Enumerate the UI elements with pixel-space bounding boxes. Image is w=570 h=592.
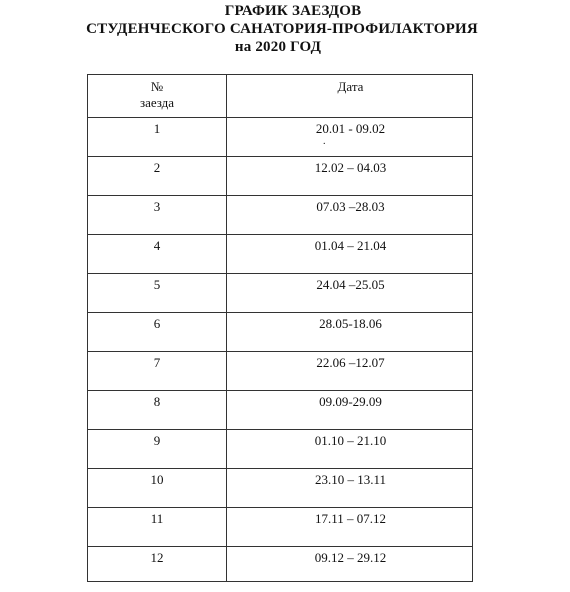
row-number: 11 (150, 511, 164, 526)
header-date: Дата (337, 79, 364, 94)
table-row (88, 429, 472, 468)
row-number: 8 (153, 394, 161, 409)
table-row (88, 351, 472, 390)
row-date: 12.02 – 04.03 (314, 160, 387, 175)
table-row (88, 234, 472, 273)
document-subtitle: СТУДЕНЧЕСКОГО САНАТОРИЯ-ПРОФИЛАКТОРИЯ (86, 21, 478, 37)
table-row (88, 156, 472, 195)
row-date: 09.09-29.09 (319, 394, 382, 409)
table-header-row (88, 75, 472, 117)
table-row (88, 546, 472, 581)
row-date: 23.10 – 13.11 (314, 472, 387, 487)
header-number (88, 79, 226, 111)
row-date: 20.01 - 09.02 (315, 121, 386, 136)
stray-dot-mark: . (323, 136, 326, 147)
table-row (88, 390, 472, 429)
table-row (88, 507, 472, 546)
row-date: 28.05-18.06 (319, 316, 382, 331)
row-number: 4 (153, 238, 161, 253)
row-number: 6 (153, 316, 161, 331)
row-date: 17.11 – 07.12 (314, 511, 387, 526)
table-row (88, 312, 472, 351)
row-number: 9 (153, 433, 161, 448)
schedule-table (87, 74, 473, 582)
row-date: 22.06 –12.07 (316, 355, 385, 370)
row-date: 01.04 – 21.04 (314, 238, 387, 253)
row-number: 2 (153, 160, 161, 175)
table-row (88, 273, 472, 312)
row-date: 01.10 – 21.10 (314, 433, 387, 448)
row-number: 1 (153, 121, 161, 136)
row-date: 09.12 – 29.12 (314, 550, 387, 565)
row-number: 5 (153, 277, 161, 292)
row-date: 07.03 –28.03 (316, 199, 385, 214)
header-number-label: заезда (139, 95, 175, 110)
header-number-symbol: № (150, 79, 164, 94)
document-year: на 2020 ГОД (234, 39, 322, 55)
row-number: 7 (153, 355, 161, 370)
table-row (88, 195, 472, 234)
document-title: ГРАФИК ЗАЕЗДОВ (224, 3, 362, 19)
table-row (88, 468, 472, 507)
table-row (88, 117, 472, 156)
row-number: 12 (150, 550, 164, 565)
row-number: 3 (153, 199, 161, 214)
row-number: 10 (150, 472, 164, 487)
row-date: 24.04 –25.05 (316, 277, 385, 292)
